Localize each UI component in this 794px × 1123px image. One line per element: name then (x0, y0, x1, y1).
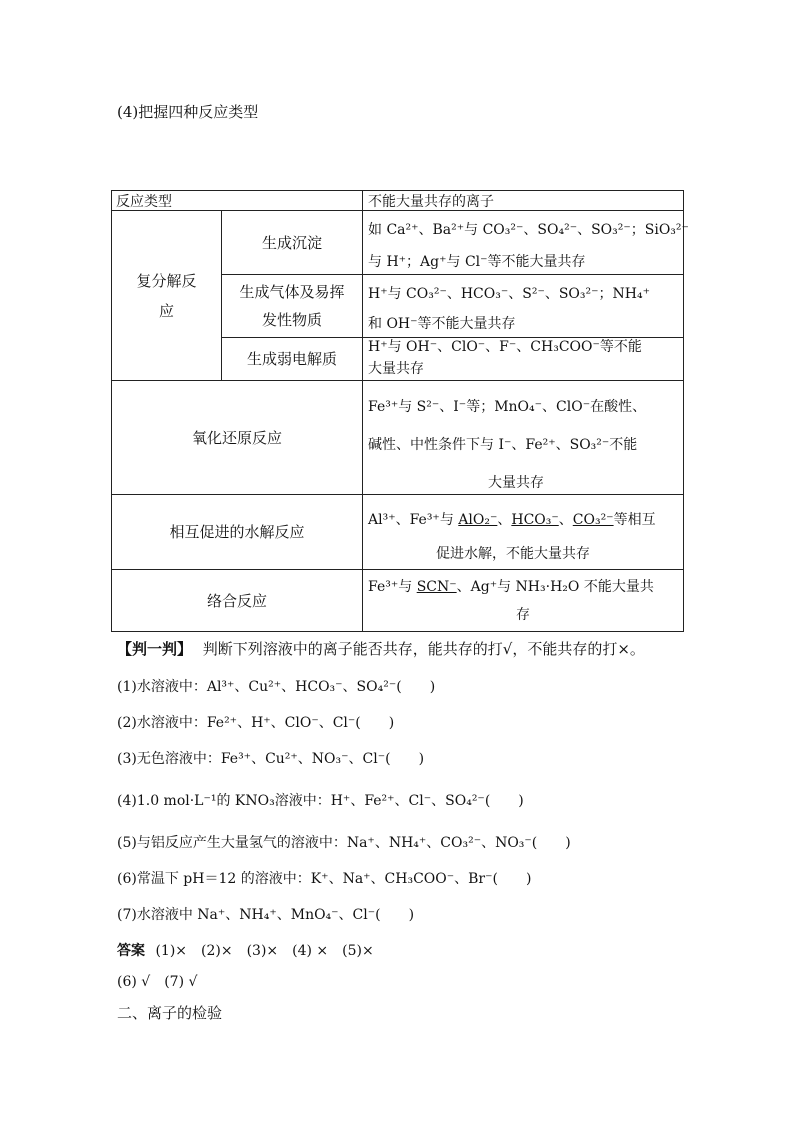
ions-weak-electrolyte (368, 336, 642, 380)
judge-label: 【判一判】 (117, 640, 193, 658)
judge-item: (3)无色溶液中：Fe³⁺、Cu²⁺、NO₃⁻、Cl⁻( ) (117, 751, 425, 767)
ions-redox (368, 388, 646, 502)
judge-item: (5)与铝反应产生大量氢气的溶液中：Na⁺、NH₄⁺、CO₃²⁻、NO₃⁻( ) (117, 835, 571, 851)
ions-gas (368, 282, 650, 336)
ions-line: Fe³⁺与 S²⁻、I⁻等；MnO₄⁻、ClO⁻在酸性、 (368, 399, 647, 415)
complex-type: 络合反应 (206, 591, 267, 610)
ions-line: H⁺与 CO₃²⁻、HCO₃⁻、S²⁻、SO₃²⁻；NH₄⁺ (368, 286, 650, 302)
ions-complex (368, 573, 654, 629)
ions-line: 大量共存 (368, 361, 424, 377)
sub-gas-line1: 生成气体及易挥 (239, 283, 345, 301)
sub-precipitate: 生成沉淀 (261, 233, 322, 252)
ions-line (368, 503, 656, 537)
ions-hydrolysis (368, 503, 656, 571)
ions-precipitate (368, 218, 689, 274)
judge-instruction-line (117, 638, 645, 659)
judge-item: (6)常温下 pH＝12 的溶液中：K⁺、Na⁺、CH₃COO⁻、Br⁻( ) (117, 871, 532, 887)
sub-gas (222, 275, 362, 337)
ions-line: 存 (516, 607, 530, 623)
sub-gas-line2: 发性物质 (261, 311, 322, 329)
redox-type: 氧化还原反应 (191, 428, 282, 447)
ions-text: Fe³⁺与 (368, 579, 417, 595)
ions-line: 如 Ca²⁺、Ba²⁺与 CO₃²⁻、SO₄²⁻、SO₃²⁻；SiO₃²⁻ (368, 222, 689, 238)
co3-ion: CO₃²⁻ (572, 512, 614, 528)
double-decomposition-label: 复分解反应 (136, 271, 197, 320)
separator: 、 (497, 512, 512, 528)
ions-text: 等相互 (613, 512, 656, 528)
ions-text: Al³⁺、Fe³⁺与 (368, 512, 459, 528)
ions-line: 大量共存 (488, 475, 544, 491)
ions-line: 促进水解，不能大量共存 (436, 546, 590, 562)
header-ions: 不能大量共存的离子 (368, 194, 494, 210)
double-decomposition-cell (112, 211, 221, 380)
hydrolysis-type: 相互促进的水解反应 (169, 523, 305, 541)
judge-instruction: 判断下列溶液中的离子能否共存，能共存的打√，不能共存的打×。 (202, 640, 645, 658)
separator: 、 (558, 512, 573, 528)
scn-ion: SCN⁻ (416, 579, 457, 595)
next-section-heading: 二、离子的检验 (117, 1004, 223, 1022)
ions-line: 碱性、中性条件下与 I⁻、Fe²⁺、SO₃²⁻不能 (368, 437, 638, 453)
judge-item: (4)1.0 mol·L⁻¹的 KNO₃溶液中：H⁺、Fe²⁺、Cl⁻、SO₄²⁻( ) (117, 793, 524, 809)
hco3-ion: HCO₃⁻ (511, 512, 559, 528)
judge-item: (2)水溶液中：Fe²⁺、H⁺、ClO⁻、Cl⁻( ) (117, 715, 395, 731)
judge-item: (1)水溶液中：Al³⁺、Cu²⁺、HCO₃⁻、SO₄²⁻( ) (117, 679, 436, 695)
answer-line-1 (117, 940, 374, 960)
header-reaction-type: 反应类型 (116, 194, 172, 210)
answer-label: 答案 (117, 943, 145, 959)
judge-item: (7)水溶液中 Na⁺、NH₄⁺、MnO₄⁻、Cl⁻( ) (117, 907, 415, 923)
section-heading: (4)把握四种反应类型 (117, 103, 259, 121)
alo2-ion: AlO₂⁻ (458, 512, 498, 528)
ions-line (368, 573, 654, 601)
ions-line: 与 H⁺；Ag⁺与 Cl⁻等不能大量共存 (368, 254, 586, 270)
ions-line: H⁺与 OH⁻、ClO⁻、F⁻、CH₃COO⁻等不能 (368, 339, 642, 355)
answer-values: (1)× (2)× (3)× (4) × (5)× (155, 943, 374, 959)
ions-line: 和 OH⁻等不能大量共存 (368, 316, 516, 332)
answer-line-2: (6) √ (7) √ (117, 974, 198, 990)
ions-text: 、Ag⁺与 NH₃·H₂O 不能大量共 (456, 579, 654, 595)
sub-weak-electrolyte: 生成弱电解质 (246, 350, 337, 368)
